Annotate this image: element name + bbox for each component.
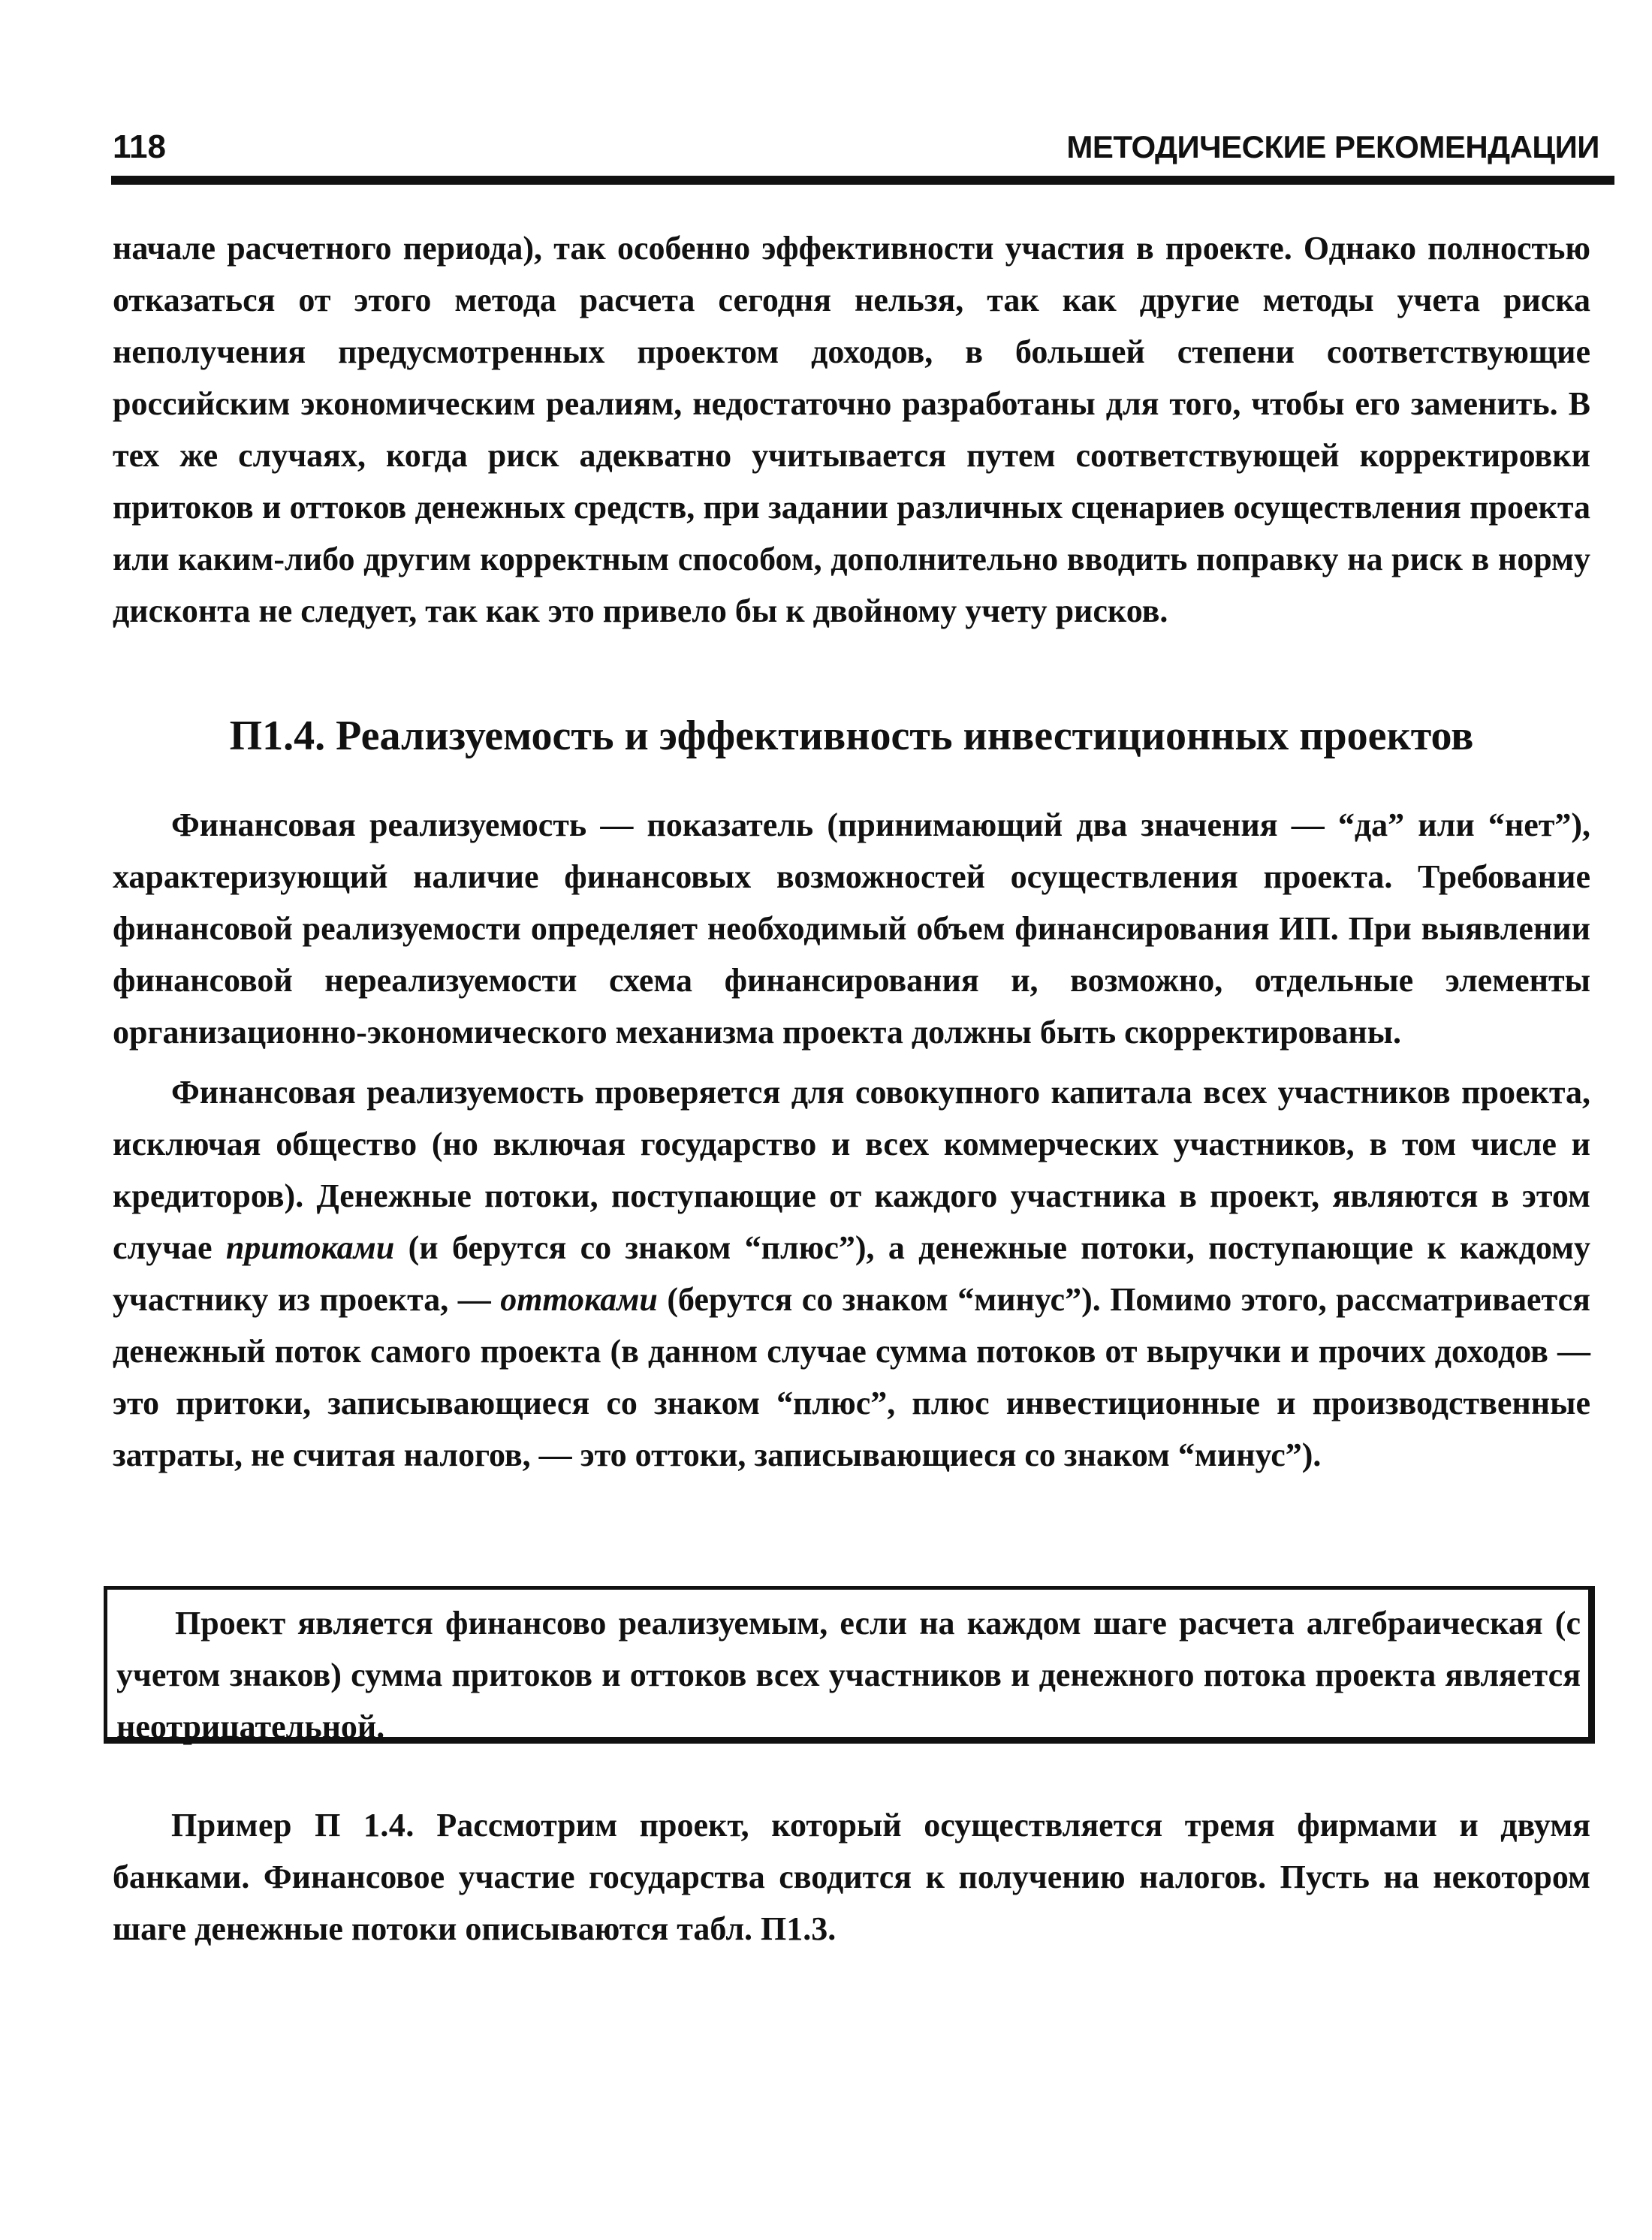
paragraph-text-part: (и берутся со знаком “плюс”), а денежные потоки, поступающие к каждому участнику из проекта, —	[113, 1229, 1591, 1318]
defined-term: Финансовая реализуемость	[171, 806, 587, 843]
running-head	[113, 126, 1599, 171]
section-body	[113, 799, 1590, 1481]
cash-flow-paragraph	[113, 1066, 1590, 1481]
boxed-rule-text: Проект является финансово реализуемым, если на каждом шаге расчета алгебраическая (с учетом знаков) сумма притоков и оттоков всех участников и денежного потока проекта является неотрицательной.	[116, 1605, 1581, 1745]
boxed-rule	[104, 1586, 1595, 1744]
section-title: П1.4. Реализуемость и эффективность инвестиционных проектов	[229, 713, 1474, 759]
header-rule	[111, 176, 1614, 185]
emphasized-term-inflows: притоками	[225, 1229, 395, 1266]
example-body: Рассмотрим проект, который осуществляется тремя фирмами и двумя банками. Финансовое участие государства сводится к получению налогов. Пусть на некотором шаге денежные потоки описываются табл. П1.3.	[113, 1807, 1590, 1947]
continuation-paragraph	[113, 222, 1590, 637]
definition-paragraph	[113, 799, 1590, 1058]
paragraph-text-part: Финансовая реализуемость проверяется для совокупного капитала всех участников проекта, исключая общество (но включая государство и всех коммерческих участников, в том числе и кредиторов). Денежные потоки, поступающие от каждого участника в проект, являются в этом случае	[113, 1074, 1590, 1266]
example-paragraph	[113, 1799, 1590, 1955]
emphasized-term-outflows: оттоками	[500, 1281, 658, 1318]
definition-text: — показатель (принимающий два значения — “да” или “нет”), характеризующий наличие финансовых возможностей осуществления проекта. Требование финансовой реализуемости определяет необходимый объем финансирования ИП. При выявлении финансовой нереализуемости схема финансирования и, возможно, отдельные элементы организационно-экономического механизма проекта должны быть скорректированы.	[113, 806, 1590, 1051]
paragraph-text: начале расчетного периода), так особенно эффективности участия в проекте. Однако полностью отказаться от этого метода расчета сегодня нельзя, так как другие методы учета риска неполучения предусмотренных проектом доходов, в большей степени соответствующие российским экономическим реалиям, недостаточно разработаны для того, чтобы его заменить. В тех же случаях, когда риск адекватно учитывается путем соответствующей корректировки притоков и оттоков денежных средств, при задании различных сценариев осуществления проекта или каким-либо другим корректным способом, дополнительно вводить поправку на риск в норму дисконта не следует, так как это привело бы к двойному учету рисков.	[113, 230, 1590, 629]
running-title: МЕТОДИЧЕСКИЕ РЕКОМЕНДАЦИИ	[1066, 129, 1599, 164]
example-text	[113, 1799, 1590, 1955]
page-number: 118	[113, 128, 166, 165]
example-label: Пример П 1.4.	[171, 1807, 415, 1844]
paragraph-text-part: (берутся со знаком “минус”). Помимо этого, рассматривается денежный поток самого проекта (в данном случае сумма потоков от выручки и прочих доходов — это притоки, записывающиеся со знаком “плюс”, плюс инвестиционные и производственные затраты, не считая налогов, — это оттоки, записывающиеся со знаком “минус”).	[113, 1281, 1590, 1473]
